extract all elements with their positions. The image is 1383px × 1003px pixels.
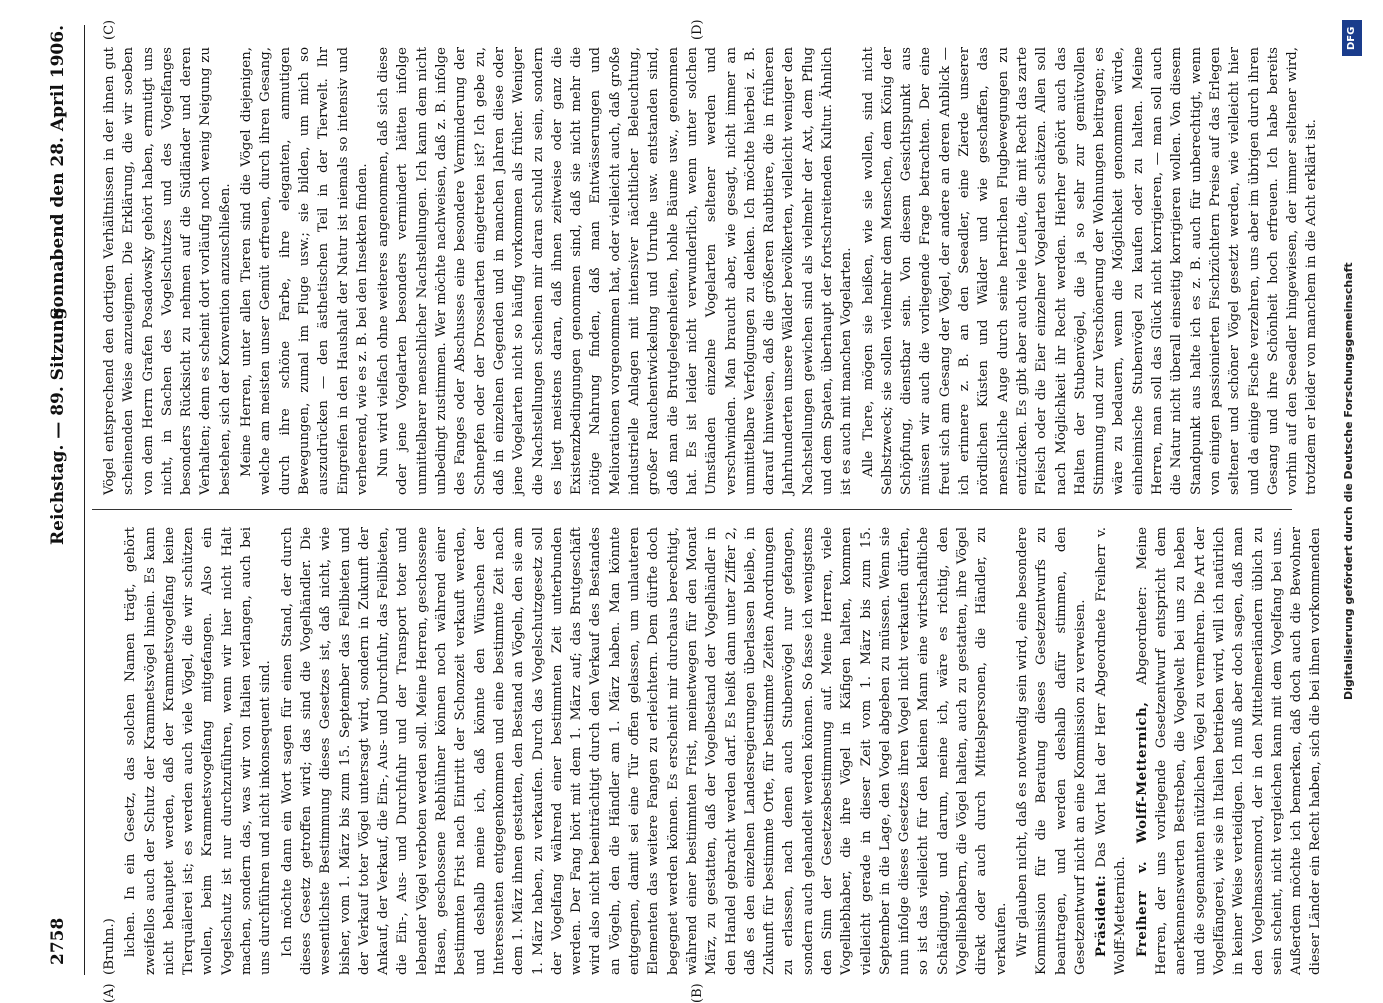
- president-statement: [1092, 527, 1131, 975]
- paragraph: Wir glauben nicht, daß es notwendig sein wird, eine besondere Kommission für die Beratung dieses Gesetzentwurfs zu beantragen, und werden deshalb dafür stimmen, den Gesetzentwurf nicht an eine Kommission zu verweisen.: [1014, 527, 1088, 975]
- speaker-role: Abgeordneter:: [1134, 586, 1150, 685]
- dfg-logo: DFG: [1342, 20, 1362, 56]
- paragraph: Meine Herren, unter allen Tieren sind die Vögel diejenigen, welche am meisten unser Gemüt erfreuen, durch ihren Gesang, durch ihre schöne Farbe, ihre eleganten, anmutigen Bewegungen, zumal im Fluge usw.; sie bilden, um mich so auszudrücken — den ästhetischen Teil in der Tierwelt. Ihr Eingreifen in den Haushalt der Natur ist niemals so intensiv und verheerend, wie es z. B. bei den Insekten finden.: [239, 47, 370, 495]
- paragraph: Nun wird vielfach ohne weiteres angenommen, daß sich diese oder jene Vogelarten besonders vermindert hätten infolge unmittelbarer menschlicher Nachstellungen. Ich kann dem nicht unbedingt zustimmen. Wer möchte nachweisen, daß z. B. infolge des Fanges oder Abschusses eine besondere Verminderung der Schnepfen oder der Drosselarten eingetreten ist? Ich gebe zu, daß in einzelnen Gegenden und in manchen Jahren diese oder jene Vogelarten nicht so häufig vorkommen als früher. Weniger die Nachstellungen scheinen mir daran schuld zu sein, sondern es liegt meistens daran, daß ihnen zeitweise oder ganz die Existenzbedingungen genommen sind, daß sie nicht mehr die nötige Nahrung finden, daß man Entwässerungen und Meliorationen vorgenommen hat, oder vielleicht auch, daß große industrielle Anlagen mit intensiver nächtlicher Beleuchtung, großer Rauchentwickelung und Unruhe usw. entstanden sind, daß man die Brutgelegenheiten, hohle Bäume usw., genommen hat. Es ist leider nicht verwunderlich, wenn unter solchen Umständen einzelne Vogelarten seltener werden und verschwinden. Man braucht aber, wie gesagt, nicht immer an unmittelbare Verfolgungen zu denken. Ich möchte hierbei z. B. darauf hinweisen, daß die größeren Raubtiere, die in früheren Jahrhunderten unsere Wälder bevölkerten, vielleicht weniger den Nachstellungen gewichen sind als vielmehr der Axt, dem Pflug und dem Spaten, überhaupt der fortschreitenden Kultur. Ähnlich ist es auch mit manchen Vogelarten.: [376, 47, 855, 495]
- president-text: Das Wort hat der Herr Abgeordnete Freiherr v. Wolff-Metternich.: [1094, 527, 1129, 975]
- funding-stamp: [1340, 20, 1372, 980]
- funding-note: Digitalisierung gefördert durch die Deutsche Forschungsgemeinschaft: [1342, 262, 1355, 700]
- speaker-continued: (Bruhn.): [102, 918, 117, 975]
- president-label: Präsident:: [1093, 874, 1110, 957]
- left-column: [100, 527, 1324, 975]
- speaker-statement: [1133, 527, 1326, 975]
- speaker-name: Freiherr v. Wolff-Metternich,: [1133, 701, 1150, 957]
- right-column: [100, 47, 1320, 495]
- rotated-sheet: [40, 19, 1340, 1003]
- margin-marker-b: (B): [690, 983, 705, 1003]
- paragraph: Alle Tiere, mögen sie heißen, wie sie wollen, sind nicht Selbstzweck; sie sollen vielmehr dem Menschen, dem König der Schöpfung, dienstbar sein. Von diesem Gesichtspunkt aus müssen wir auch die vorliegende Frage betrachten. Der eine freut sich am Gesang der Vögel, der andere an deren Anblick — ich erinnere z. B. an den Seeadler, eine Zierde unserer nördlichen Küsten und Wälder und wie geschaffen, das menschliche Auge durch seine herrlichen Flugbewegungen zu entzücken. Es gibt aber auch viele Leute, die mit Recht das zarte Fleisch oder die Eier einzelner Vogelarten schätzen. Allen soll nach Möglichkeit ihr Recht werden. Hierher gehört auch das Halten der Stubenvögel, die ja so sehr zur gemütvollen Stimmung und zur Verschönerung der Wohnungen beitragen; es wäre zu bedauern, wenn die Möglichkeit genommen würde, einheimische Stubenvögel zu kaufen oder zu halten. Meine Herren, man soll das Glück nicht korrigieren, — man soll auch die Natur nicht überall einseitig korrigieren wollen. Von diesem Standpunkt aus halte ich es z. B. auch für unberechtigt, wenn von einigen passionierten Fischzüchtern Preise auf das Erlegen seltener und schöner Vögel gesetzt werden, wie vielleicht hier und da einige Fische verzehren, uns aber im übrigen durch ihren Gesang und ihre Schönheit hoch erfreuen. Ich habe bereits vorhin auf den Seeadler hingewiesen, der immer seltener wird, trotzdem er leider von manchem in die Acht erklärt ist.: [860, 47, 1320, 495]
- session-title: Reichstag. — 89. Sitzung.: [48, 301, 68, 545]
- paragraph: lichen. In ein Gesetz, das solchen Namen trägt, gehört zweifellos auch der Schutz der Krammetsvögel hinein. Es kann nicht behauptet werden, daß der Krammetsvogelfang keine Tierquälerei ist; es werden auch viele Vögel, die wir schützen wollen, beim Krammetsvogelfang mitgefangen. Also ein Vogelschutz ist nur durchzuführen, wenn wir hier nicht Halt machen, sondern das, was wir von Italien verlangen, auch bei uns durchführen und nicht inkonsequent sind.: [123, 527, 274, 975]
- margin-marker-d: (D): [690, 19, 705, 40]
- paragraph: Ich möchte dann ein Wort sagen für einen Stand, der durch dieses Gesetz getroffen wird; das sind die Vogelhändler. Die wesentlichste Bestimmung dieses Gesetzes ist, daß nicht, wie bisher, vom 1. März bis zum 15. September das Feilbieten und der Verkauf toter Vögel untersagt wird, sondern in Zukunft der Ankauf, der Verkauf, die Ein-, Aus- und Durchfuhr, das Feilbieten, die Ein-, Aus- und Durchfuhr und der Transport toter und lebender Vögel verboten werden soll. Meine Herren, geschossene Hasen, geschossene Rebhühner können noch während einer bestimmten Frist nach Eintritt der Schonzeit verkauft werden, und deshalb meine ich, daß könnte den Wünschen der Interessenten entgegenkommen und eine bestimmte Zeit nach dem 1. März ihnen gestatten, den Bestand an Vögeln, den sie am 1. März haben, zu verkaufen. Durch das Vogelschutzgesetz soll der Vogelfang während einer bestimmten Zeit unterbunden werden. Der Fang hört mit dem 1. März auf; das Brutgeschäft wird also nicht beeinträchtigt durch den Verkauf des Bestandes an Vögeln, den die Händler am 1. März haben. Man könnte entgegnen, damit sei eine Tür offen gelassen, um unlauteren Elementen das weitere Fangen zu erleichtern. Dem dürfte doch begegnet werden können. Es erscheint mir durchaus berechtigt, während einer bestimmten Frist, meinetwegen für den Monat März, zu gestatten, daß der Vogelbestand der Vogelhändler in den Handel gebracht werden darf. Es heißt dann unter Ziffer 2, daß es den einzelnen Landesregierungen überlassen bleibe, in Zukunft für bestimmte Orte, für bestimmte Zeiten Anordnungen zu erlassen, nach denen auch Stubenvögel nur gefangen, sondern auch gehandelt werden können. So fasse ich wenigstens den Sinn der Gesetzesbestimmung auf. Meine Herren, viele Vogelliebhaber, die ihre Vögel in Käfigen halten, kommen vielleicht gerade in dieser Zeit vom 1. März bis zum 15. September in die Lage, den Vogel abgeben zu müssen. Wenn sie nun infolge dieses Gesetzes ihren Vogel nicht verkaufen dürfen, so ist das vielleicht für den kleinen Mann eine wirtschaftliche Schädigung, und darum, meine ich, wäre es richtig, den Vogelliebhabern, die Vögel halten, auch zu gestatten, ihre Vögel direkt oder auch durch Mittelspersonen, die Händler, zu verkaufen.: [279, 527, 1009, 975]
- column-separator: [92, 509, 1292, 510]
- header-rule: [84, 25, 85, 975]
- margin-marker-c: (C): [102, 19, 117, 40]
- session-date: Sonnabend den 28. April 1906.: [48, 25, 68, 320]
- page-number: 2758: [48, 917, 68, 965]
- page-header: [40, 25, 80, 975]
- speaker-text: Meine Herren, der uns vorliegende Gesetzentwurf entspricht dem anerkennenswerten Bestreben, die Vogelwelt bei uns zu heben und die sogenannten nützlichen Vögel zu vermehren. Die Art der Vogelfängerei, wie sie in Italien betrieben wird, will ich natürlich in keiner Weise verteidigen. Ich muß aber doch sagen, daß man den Vogelmassenmord, der in den Mittelmeerländern üblich zu sein scheint, nicht vergleichen kann mit dem Vogelfang bei uns. Außerdem möchte ich bemerken, daß doch auch die Bewohner dieser Länder ein Recht haben, sich die bei ihnen vorkommenden: [1134, 527, 1324, 975]
- margin-marker-a: (A): [102, 983, 117, 1003]
- paragraph: Vögel entsprechend den dortigen Verhältnissen in der ihnen gut scheinenden Weise anzueignen. Die Erklärung, die wir soeben von dem Herrn Grafen Posadowsky gehört haben, ermutigt uns nicht, in Sachen des Vogelschutzes und des Vogelfanges besonders Rücksicht zu nehmen auf die Südländer und deren Verhalten; denn es scheint dort vorläufig noch wenig Neigung zu bestehen, sich der Konvention anzuschließen.: [102, 47, 233, 495]
